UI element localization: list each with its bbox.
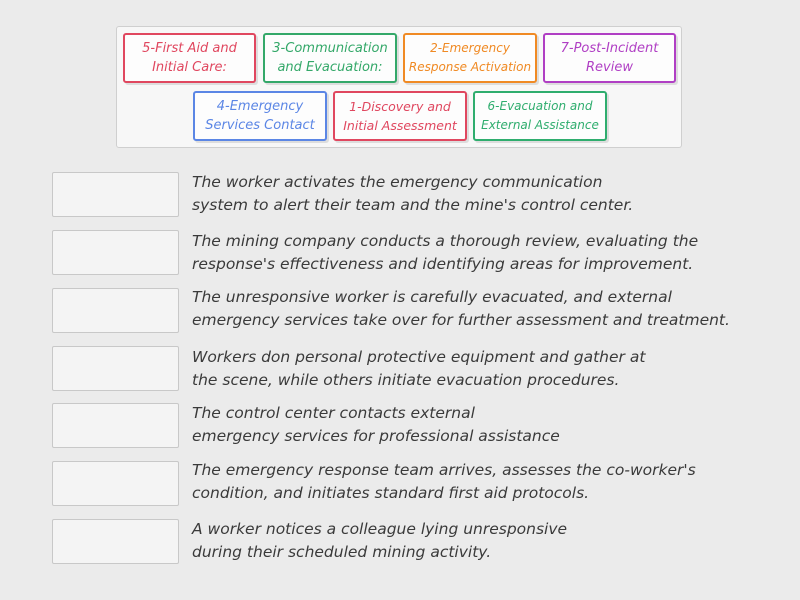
- step-description: The control center contacts external emergency services for professional assistance: [192, 404, 560, 445]
- drop-slot[interactable]: [52, 172, 179, 217]
- tile-communication[interactable]: 3-Communication and Evacuation:: [263, 33, 397, 83]
- step-description: Workers don personal protective equipment and gather at the scene, while others initiate evacuation procedures.: [192, 348, 646, 389]
- drop-slot[interactable]: [52, 230, 179, 275]
- step-description: A worker notices a colleague lying unresponsive during their scheduled mining activity.: [192, 520, 568, 561]
- step-description: The unresponsive worker is carefully evacuated, and external emergency services take over for further assessment and treatment.: [192, 288, 730, 329]
- step-description: The worker activates the emergency communication system to alert their team and the mine's control center.: [192, 173, 634, 214]
- tile-post-incident[interactable]: 7-Post-Incident Review: [543, 33, 676, 83]
- drop-slot[interactable]: [52, 519, 179, 564]
- step-description: The emergency response team arrives, assesses the co-worker's condition, and initiates standard first aid protocols.: [192, 461, 696, 502]
- tile-response-activation[interactable]: 2-Emergency Response Activation: [403, 33, 537, 83]
- drop-slot[interactable]: [52, 288, 179, 333]
- tile-evacuation-external[interactable]: 6-Evacuation and External Assistance: [473, 91, 607, 141]
- step-description: The mining company conducts a thorough review, evaluating the response's effectiveness and identifying areas for improvement.: [192, 232, 699, 273]
- tile-services-contact[interactable]: 4-Emergency Services Contact: [193, 91, 327, 141]
- drop-slot[interactable]: [52, 346, 179, 391]
- tile-first-aid[interactable]: 5-First Aid and Initial Care:: [123, 33, 256, 83]
- drop-slot[interactable]: [52, 403, 179, 448]
- tile-discovery[interactable]: 1-Discovery and Initial Assessment: [333, 91, 467, 141]
- drop-slot[interactable]: [52, 461, 179, 506]
